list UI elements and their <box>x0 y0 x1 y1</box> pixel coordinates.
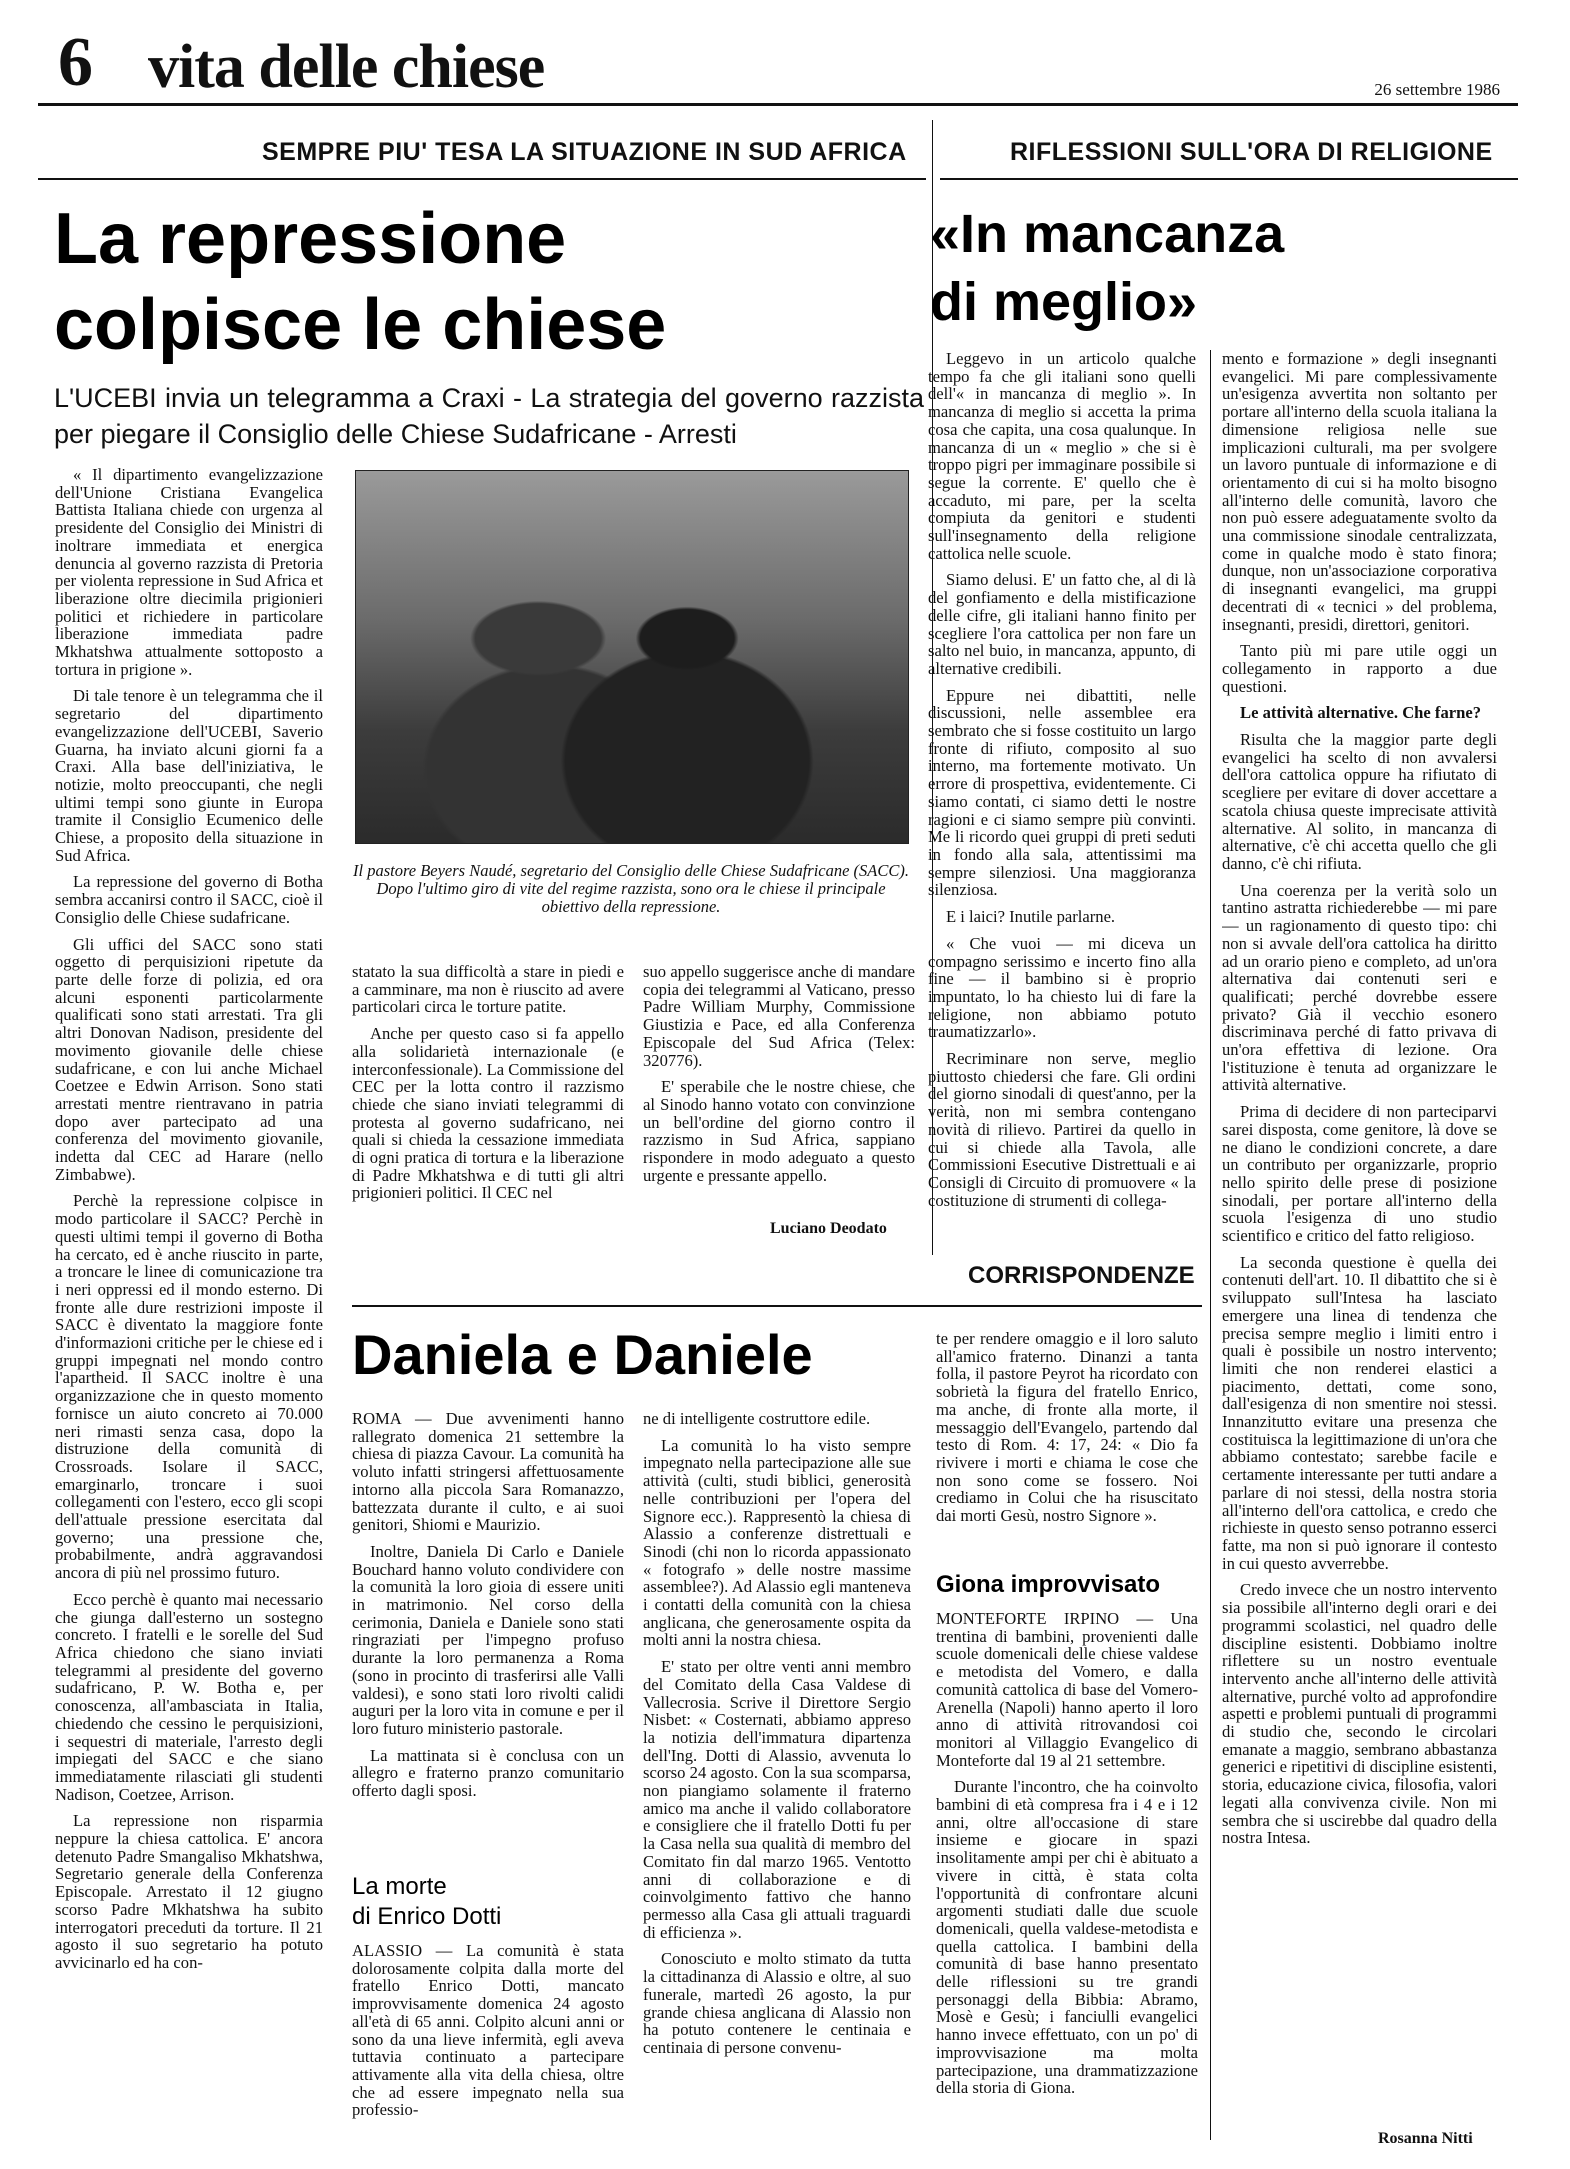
article2-paragraph: Prima di decidere di non parteciparvi sarei disposta, come genitore, là dove se ne diano le condizioni concrete, a dare un contributo per organizzarle, proprio nello spirito delle prese di posizione sinodali, per portare all'interno della scuola l'esigenza di uno studio scientifico e critico del fatto religioso. <box>1222 1102 1497 1246</box>
section-title: vita delle chiese <box>148 33 545 101</box>
death-title-line2: di Enrico Dotti <box>352 1903 502 1930</box>
article1-paragraph: Anche per questo caso si fa appello alla solidarietà internazionale (e interconfessionale). La Commissione del CEC per la lotta contro il razzismo chiede che siano inviati telegrammi di protesta al governo sudafricano, nei quali si chieda la cessazione immediata di ogni pratica di tortura e la liberazione di Padre Mkhatshwa e di tutti gli altri prigionieri politici. Il CEC nel <box>352 1024 624 1203</box>
correspondence-paragraph: ALASSIO — La comunità è stata dolorosamente colpita dalla morte del fratello Enrico Dotti, mancato improvvisamente domenica 24 agosto all'età di 65 anni. Colpito alcuni anni or sono da una lieve infermità, egli aveva tuttavia continuato a partecipare attivamente alla vita della chiesa, oltre che ad essere impegnato nella sua professio- <box>352 1942 624 2120</box>
correspondence-paragraph: La mattinata si è conclusa con un allegro e fraterno pranzo comunitario offerto dagli sposi. <box>352 1745 624 1801</box>
death-title <box>352 1872 501 1932</box>
giona-title: Giona improvvisato <box>936 1571 1161 1598</box>
article2-paragraph: Le attività alternative. Che farne? <box>1240 703 1482 723</box>
article1-paragraph: Perchè la repressione colpisce in modo particolare il SACC? Perchè in questi ultimi tempi il governo di Botha ha cercato, ed è anche riuscito in parte, a troncare le linee di comunicazione tra i neri oppressi ed il mondo esterno. Di fronte alle dure restrizioni imposte il SACC è diventato la maggiore fonte d'informazioni critiche per le chiese ed i gruppi impegnati nel mondo contro l'apartheid. Il SACC inoltre è una organizzazione che in questo momento fornisce un aiuto concreto ai 70.000 neri rimasti senza casa, dopo la distruzione della comunità di Crossroads. Isolare il SACC, emarginarlo, troncare i suoi collegamenti con l'estero, ecco gli scopi dell'attuale pressione esercitata dal governo; una pressione che, probabilmente, andrà aggravandosi ancora di più nel prossimo futuro. <box>55 1191 323 1583</box>
page-number: 6 <box>58 24 93 101</box>
correspondence-paragraph: Conosciuto e molto stimato da tutta la cittadinanza di Alassio e oltre, al suo funerale, martedì 26 agosto, la pur grande chiesa anglicana di Alassio non ha potuto contenere le centinaia e centinaia di persone convenu- <box>643 1949 911 2057</box>
article2-kicker-rule <box>940 178 1518 180</box>
article2-paragraph: Una coerenza per la verità solo un tantino astratta richiederebbe — mi pare — un ragionamento di questo tipo: chi non si avvale dell'ora cattolica ha diritto ad un orario pieno e completo, ad un'ora alternativa dai contenuti seri e qualificati; perché dovrebbe essere privato? Già il vecchio esonero discriminava perché di fatto privava di un'ora effettiva di lezione. Ora l'istituzione è tenuta ad organizzare le attività alternative. <box>1222 880 1497 1095</box>
correspondence-paragraph: E' stato per oltre venti anni membro del Comitato della Casa Valdese di Vallecrosia. Scrive il Direttore Sergio Nisbet: « Costernati, abbiamo appreso la notizia dell'immatura dipartenza dell'Ing. Dotti di Alassio, avvenuta lo scorso 24 agosto. Con la sua scomparsa, non piangiamo solamente il fraterno amico ma anche il valido collaboratore e consigliere che il fratello Dotti fu per la Casa nella sua qualità di membro del Comitato fin dal marzo 1965. Ventotto anni di collaborazione e di coinvolgimento fattivo che hanno permesso alla Casa gli attuali traguardi di efficienza ». <box>643 1657 911 1942</box>
article2-paragraph: Leggevo in un articolo qualche tempo fa che gli italiani sono quelli dell'« in mancanza di meglio ». In mancanza di meglio si accetta la prima cosa che capita, una cosa qualunque. In mancanza di un « meglio » che si è troppo pigri per immaginare possibile si segue la corrente. E' quello che è accaduto, mi pare, per la scelta compiuta da genitori e studenti sull'insegnamento della religione cattolica nelle scuole. <box>928 350 1196 563</box>
article2-col1 <box>928 350 1196 1240</box>
issue-date: 26 settembre 1986 <box>1374 80 1500 99</box>
masthead-rule <box>38 103 1518 106</box>
correspondence-paragraph: MONTEFORTE IRPINO — Una trentina di bambini, provenienti dalle scuole domenicali delle chiese valdese e metodista del Vomero, e dalla comunità cattolica di base del Vomero-Arenella (Napoli) hanno aperto il loro anno di attività ritrovandosi coi monitori al Villaggio Evangelico di Monteforte dal 19 al 21 settembre. <box>936 1610 1198 1770</box>
article1-title-line2: colpisce le chiese <box>54 285 667 365</box>
correspondence-paragraph: ROMA — Due avvenimenti hanno rallegrato domenica 21 settembre la chiesa di piazza Cavour. La comunità ha voluto infatti stringersi affettuosamente intorno alla piccola Sara Romanazzo, battezzata durante il culto, e ai suoi genitori, Shiomi e Maurizio. <box>352 1410 624 1535</box>
correspondence-paragraph: ne di intelligente costruttore edile. <box>643 1410 871 1428</box>
correspondence-col1 <box>352 1410 624 1820</box>
article1-title-line1: La repressione <box>54 199 567 279</box>
article1-col1 <box>55 466 323 2126</box>
article2-title-line2: di meglio» <box>930 272 1198 332</box>
article2-col2 <box>1222 350 1497 2120</box>
article1-col3 <box>643 963 915 1213</box>
article1-photo-caption: Il pastore Beyers Naudé, segretario del Consiglio delle Chiese Sudafricane (SACC). Dopo l'ultimo giro di vite del regime razzista, sono ora le chiese il principale obiettivo della repressione. <box>352 861 910 916</box>
death-col1 <box>352 1942 624 2132</box>
article1-paragraph: statato la sua difficoltà a stare in piedi e a camminare, ma non è riuscito ad avere particolari circa le torture patite. <box>352 963 624 1017</box>
article2-paragraph: Siamo delusi. E' un fatto che, al di là del gonfiamento e della mistificazione delle cifre, gli italiani hanno finito per scegliere l'ora cattolica per non fare un salto nel buio, in mancanza, appunto, di alternative credibili. <box>928 570 1196 678</box>
death-title-line1: La morte <box>352 1873 447 1900</box>
correspondence-paragraph: Inoltre, Daniela Di Carlo e Daniele Bouchard hanno voluto condividere con la comunità la loro gioia di essere uniti in matrimonio. Nel corso della cerimonia, Daniela e Daniele sono stati ringraziati per l'impegno profuso durante la loro permanenza a Roma (sono in procinto di trasferirsi alle Valli valdesi), e sono stati loro rivolti calidi auguri per la loro vita in comune e per il loro futuro ministerio pastorale. <box>352 1541 624 1738</box>
article2-paragraph: Credo invece che un nostro intervento sia possibile all'interno degli orari e dei programmi scolastici, nel quadro delle discipline esistenti. Dobbiamo inoltre riflettere su un nostro eventuale intervento anche all'interno delle attività alternative, purché volto ad approfondire aspetti e problemi puntuali di programmi di studio che, secondo le circolari emanate a maggio, sembrano abbastanza generici e ripetitivi di discipline esistenti, storia, educazione civica, filosofia, valori legati alla convivenza civile. Non mi sembra che si uscirebbe dal quadro della nostra Intesa. <box>1222 1580 1497 1848</box>
article1-kicker-rule <box>38 178 926 180</box>
article1-paragraph: Ecco perchè è quanto mai necessario che giunga dall'esterno un sostegno concreto. I fratelli e le sorelle del Sud Africa chiedono che siano inviati telegrammi al presidente del governo sudafricano, P. W. Botha e, per conoscenza, all'ambasciata in Italia, chiedendo che cessino le perquisizioni, i sequestri di materiale, l'arresto degli impiegati del SACC e che siano immediatamente rilasciati gli studenti Nadison, Coetzee, Arrison. <box>55 1589 323 1804</box>
correspondence-col3 <box>936 1330 1198 1570</box>
correspondence-rule <box>352 1305 1202 1307</box>
article1-paragraph: Di tale tenore è un telegramma che il segretario del dipartimento evangelizzazione dell'UCEBI, Saverio Guarna, ha inviato alcuni giorni fa a Craxi. Alla base dell'iniziativa, le notizie, molto preoccupanti, che negli ultimi tempi sono giunte in Europa tramite il Consiglio Ecumenico delle Chiese, a proposito della situazione in Sud Africa. <box>55 686 323 865</box>
article2-paragraph: Risulta che la maggior parte degli evangelici ha scelto di non avvalersi dell'ora cattolica oppure ha rifiutato di scegliere per evitare di dover accettare a scatola chiusa queste imprecisate attività alternative. Al solito, in mancanza di alternative, c'è chi accetta quello che gli danno, c'è chi rifiuta. <box>1222 730 1497 873</box>
giona-col <box>936 1610 1198 2130</box>
article1-paragraph: suo appello suggerisce anche di mandare copia dei telegrammi al Vaticano, presso Padre William Murphy, Commissione Giustizia e Pace, ed alla Conferenza Episcopale del Sud Africa (Telex: 320776). <box>643 963 915 1070</box>
correspondence-label: CORRISPONDENZE <box>968 1262 1195 1289</box>
article2-paragraph: « Che vuoi — mi diceva un compagno serissimo e incerto fino alla fine — il bambino si è proprio impuntato, lo ha chiesto lui di fare la religione, non abbiamo potuto traumatizzarlo». <box>928 933 1196 1042</box>
correspondence-col2 <box>643 1410 911 2130</box>
article2-paragraph: E i laici? Inutile parlarne. <box>946 907 1116 927</box>
article2-paragraph: Eppure nei dibattiti, nelle discussioni, nelle assemblee era sembrato che si fosse costituito un largo fronte di rifiuto, composito al suo interno, ma fortemente motivato. Un errore di prospettiva, evidentemente. Ci siamo contati, ci siamo detti le nostre ragioni e ci siamo sempre più convinti. Me li ricordo quei gruppi di preti seduti in fondo alla sala, attentissimi ma sempre silenziosi. Una maggioranza silenziosa. <box>928 685 1196 900</box>
article1-paragraph: Gli uffici del SACC sono stati oggetto di perquisizioni ripetute da parte delle forze di polizia, ed ora alcuni esponenti particolarmente qualificati sono stati arrestati. Tra gli altri Donovan Nadison, presidente del movimento giovanile delle chiese sudafricane, e con lui anche Michael Coetzee e Edwin Arrison. Sono stati arrestati mentre rientravano in patria dopo aver partecipato ad una conferenza del movimento giovanile, indetta dal CEC ad Harare (nello Zimbabwe). <box>55 934 323 1184</box>
article1-paragraph: La repressione non risparmia neppure la chiesa cattolica. E' ancora detenuto Padre Smangaliso Mkhatshwa, Segretario generale della Conferenza Episcopale. Arrestato il 12 giugno scorso Padre Mkhatshwa ha subito interrogatori preceduti da torture. Il 21 agosto il suo segretario ha potuto avvicinarlo ed ha con- <box>55 1811 323 1972</box>
correspondence-paragraph: Durante l'incontro, che ha coinvolto bambini di età compresa fra i 4 e i 12 anni, oltre all'occasione di stare insieme e giocare in spazi insolitamente ampi per chi è abituato a vivere in città, è stata colta l'opportunità di confrontare alcuni argomenti studiati dalle due scuole domenicali, quella valdese-metodista e quella cattolica. I bambini della comunità di base hanno presentato delle riflessioni su tre grandi personaggi della Bibbia: Abramo, Mosè e Gesù; i fanciulli evangelici hanno invece effettuato, con un po' di improvvisazione ma molta partecipazione, una drammatizzazione della storia di Giona. <box>936 1777 1198 2098</box>
article2-byline: Rosanna Nitti <box>1378 2130 1473 2147</box>
correspondence-paragraph: La comunità lo ha visto sempre impegnato nella partecipazione alle sue attività (culti, studi biblici, generosità nelle contribuzioni per l'opera del Signore ecc.). Rappresentò la chiesa di Alassio a conferenze distrettuali e Sinodi (chi non lo ricorda appassionato « fotografo » delle nostre massime assemblee?). Ad Alassio egli manteneva i contatti della comunità con la chiesa anglicana, che generosamente ospita da molti anni la nostra chiesa. <box>643 1435 911 1650</box>
correspondence-paragraph: te per rendere omaggio e il loro saluto all'amico fraterno. Dinanzi a tanta folla, il pastore Peyrot ha ricordato con sobrietà la figura del fratello Enrico, ma anche, di fronte alla morte, il messaggio dell'Evangelo, partendo dal testo di Rom. 4: 17, 24: « Dio fa rivivere i morti e chiama le cose che non sono come se fossero. Noi crediamo in Colui che ha risuscitato dai morti Gesù, nostro Signore ». <box>936 1330 1198 1526</box>
article2-paragraph: mento e formazione » degli insegnanti evangelici. Mi pare complessivamente un'esigenza avvertita non soltanto per portare all'interno della scuola italiana la dimensione religiosa nelle sue implicazioni culturali, ma per svolgere un lavoro puntuale di informazione e di orientamento di cui si ha molto bisogno all'interno delle comunità, lavoro che non può essere adeguatamente svolto da una commissione sinodale centralizzata, come in qualche modo è stato finora; dunque, non un'associazione corporativa di insegnanti evangelici, ma gruppi decentrati di « tecnici » del problema, insegnanti, presidi, direttori, genitori. <box>1222 350 1497 634</box>
article1-byline: Luciano Deodato <box>770 1220 887 1237</box>
article1-kicker: SEMPRE PIU' TESA LA SITUAZIONE IN SUD AFRICA <box>262 138 907 166</box>
article2-paragraph: La seconda questione è quella dei contenuti dell'art. 10. Il dibattito che si è sviluppato sull'Intesa ha lasciato emergere una linea di tendenza che precisa sempre meglio i limiti entro i quali è possibile un nostro intervento; limiti che non renderei elastici a piacimento, dettati, come sono, dall'esigenza di non smentire noi stessi. Innanzitutto evitare una presenza che costituisca la legittimazione di un'ora che abbiamo contestato; sarebbe facile e certamente interessante per tutti andare a parlare di noi stessi, della nostra storia all'interno dell'ora cattolica, e credo che richieste in questo senso potranno esserci fatte, ma non si può ignorare il contesto in cui questo avverrebbe. <box>1222 1252 1497 1573</box>
article1-col2 <box>352 963 624 1253</box>
article2-paragraph: Tanto più mi pare utile oggi un collegamento in rapporto a due questioni. <box>1222 641 1497 696</box>
article1-paragraph: La repressione del governo di Botha sembra accanirsi contro il SACC, cioè il Consiglio delle Chiese sudafricane. <box>55 872 323 927</box>
article1-paragraph: E' sperabile che le nostre chiese, che al Sinodo hanno votato con convinzione un bell'ordine del giorno contro il razzismo in Sud Africa, sappiano rispondere in modo adeguato a questo urgente e pressante appello. <box>643 1077 915 1185</box>
article1-paragraph: « Il dipartimento evangelizzazione dell'Unione Cristiana Evangelica Battista Italiana chiede con urgenza al presidente del Consiglio dei Ministri di inoltrare immediata et energica denuncia al governo razzista di Pretoria per violenta repressione in Sud Africa et liberazione oltre diecimila prigionieri politici et richiedere in particolare liberazione immediata padre Mkhatshwa attualmente sottoposto a tortura in prigione ». <box>55 466 323 679</box>
column-rule <box>1210 350 1211 2140</box>
article2-title-line1: «In mancanza <box>930 204 1285 264</box>
article2-kicker: RIFLESSIONI SULL'ORA DI RELIGIONE <box>1010 138 1493 166</box>
article1-photo <box>355 470 909 844</box>
article2-title <box>930 200 1284 336</box>
correspondence-title: Daniela e Daniele <box>352 1323 813 1386</box>
article1-title <box>54 196 666 368</box>
article1-subtitle: L'UCEBI invia un telegramma a Craxi - La strategia del governo razzista per piegare il Consiglio delle Chiese Sudafricane - Arresti <box>54 383 924 449</box>
article2-paragraph: Recriminare non serve, meglio piuttosto chiedersi che fare. Gli ordini del giorno sinodali di quest'anno, per la verità, non mi sembra contengano novità di rilievo. Partirei da quello in cui si chiede alla Tavola, alle Commissioni Esecutive Distrettuali e ai Consigli di Circuito di promuovere « la costituzione di strumenti di collega- <box>928 1049 1196 1210</box>
